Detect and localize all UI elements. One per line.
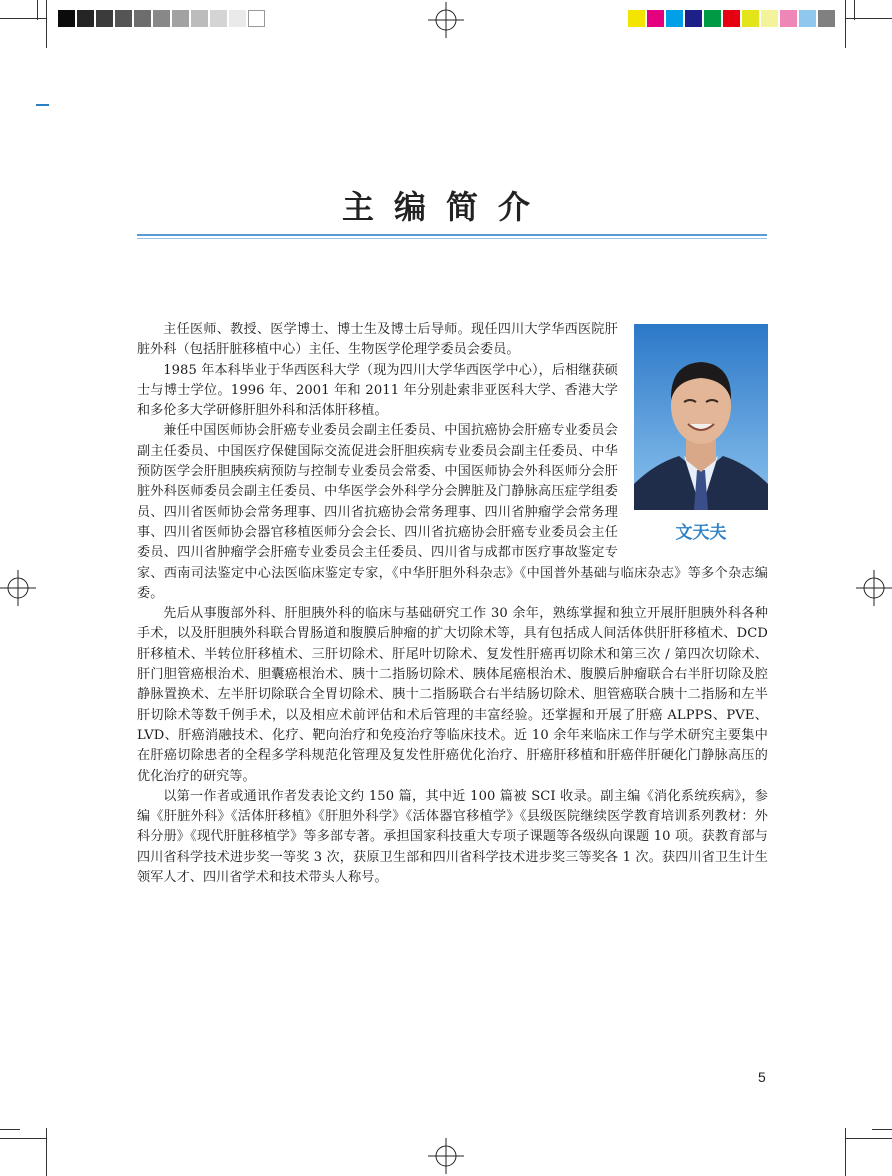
registration-mark-top	[428, 2, 464, 38]
crop-mark	[46, 0, 47, 48]
grayscale-swatch	[77, 10, 94, 27]
biography-paragraph: 1985 年本科毕业于华西医科大学（现为四川大学华西医学中心），后相继获硕士与博士学位。1996 年、2001 年和 2011 年分别赴索非亚医科大学、香港大学和多伦多大学研修肝胆外科和活体肝移植。	[137, 362, 618, 419]
color-swatch	[723, 10, 740, 27]
crop-mark	[846, 1138, 892, 1139]
grayscale-swatch	[191, 10, 208, 27]
crop-mark	[0, 1138, 46, 1139]
biography-paragraph: 以第一作者或通讯作者发表论文约 150 篇，其中近 100 篇被 SCI 收录。副主编《消化系统疾病》，参编《肝脏外科》《活体肝移植》《肝胆外科学》《活体器官移植学》《县级医院继续医学教育培训系列教材：外科分册》《现代肝脏移植学》等多部专著。承担国家科技重大专项子课题等各级纵向课题 10 项。获教育部与四川省科学技术进步奖一等奖 3 次，获原卫生部和四川省科学技术进步奖三等奖各 1 次。获四川省卫生计生领军人才、四川省学术和技术带头人称号。	[137, 788, 768, 886]
grayscale-swatch	[229, 10, 246, 27]
crop-mark	[845, 0, 846, 48]
crop-mark	[872, 1129, 892, 1130]
color-swatch	[704, 10, 721, 27]
biography-paragraph: 先后从事腹部外科、肝胆胰外科的临床与基础研究工作 30 余年，熟练掌握和独立开展肝胆胰外科各种手术，以及肝胆胰外科联合胃肠道和腹膜后肿瘤的扩大切除术等，具有包括成人间活体供肝肝移植术、DCD 肝移植术、半转位肝移植术、三肝切除术、肝尾叶切除术、复发性肝癌再切除术和第三次 / 第四次切除术、肝门胆管癌根治术、胆囊癌根治术、胰十二指肠切除术、胰体尾癌根治术、腹膜后肿瘤联合右半肝切除及腔静脉置换术、左半肝切除联合全胃切除术、胰十二指肠联合右半结肠切除术、胆管癌联合胰十二指肠和左半肝切除术等数千例手术，以及相应术前评估和术后管理的丰富经验。还掌握和开展了肝癌 ALPPS、PVE、LVD、肝癌消融技术、化疗、靶向治疗和免疫治疗等临床技术。近 10 余年来临床工作与学术研究主要集中在肝癌切除患者的全程多学科规范化管理及复发性肝癌优化治疗、肝癌肝移植和肝癌伴肝硬化门静脉高压的优化治疗的研究等。	[137, 606, 768, 784]
title-rule-thin	[137, 238, 767, 239]
color-swatch	[742, 10, 759, 27]
grayscale-swatch	[96, 10, 113, 27]
grayscale-swatch	[115, 10, 132, 27]
margin-marker	[36, 104, 49, 106]
registration-mark-left	[0, 570, 36, 606]
grayscale-swatch	[210, 10, 227, 27]
biography-text	[137, 320, 768, 888]
crop-mark	[37, 0, 38, 20]
person-name: 文天夫	[675, 523, 727, 543]
biography-paragraph: 主任医师、教授、医学博士、博士生及博士后导师。现任四川大学华西医院肝脏外科（包括肝脏移植中心）主任、生物医学伦理学委员会委员。	[137, 322, 618, 358]
crop-mark	[0, 1129, 20, 1130]
page-title: 主编简介	[341, 188, 550, 226]
biography-paragraph: 兼任中国医师协会肝癌专业委员会副主任委员、中国抗癌协会肝癌专业委员会副主任委员、中国医疗保健国际交流促进会肝胆疾病专业委员会副主任委员、中华预防医学会肝胆胰疾病预防与控制专业委员会常委、中国医师协会外科医师分会肝脏外科医师委员会副主任委员、中华医学会外科学分会脾脏及门静脉高压症学组委员、四川省医师协会常务理事、四川省抗癌协会常务理事、四川省肿瘤学会常务理事、四川省医师协会器官移植医师分会会长、四川省抗癌协会肝癌专业委员会主任委员、四川省肿瘤学会肝癌专业委员会主任委员、四川省与成都市医疗事故鉴定专家、西南司法鉴定中心法医临床鉴定专家，《中华肝胆外科杂志》《中国普外基础与临床杂志》等多个杂志编委。	[137, 423, 768, 601]
grayscale-swatch	[172, 10, 189, 27]
color-swatch	[685, 10, 702, 27]
crop-mark	[846, 18, 892, 19]
color-swatch	[666, 10, 683, 27]
crop-mark	[46, 1128, 47, 1176]
grayscale-swatch	[248, 10, 265, 27]
crop-mark	[854, 0, 855, 20]
title-rule	[137, 234, 767, 236]
color-swatch	[761, 10, 778, 27]
registration-mark-right	[856, 570, 892, 606]
color-swatch	[628, 10, 645, 27]
color-swatch	[780, 10, 797, 27]
color-swatch	[818, 10, 835, 27]
color-swatch	[799, 10, 816, 27]
color-swatch	[647, 10, 664, 27]
grayscale-swatch	[134, 10, 151, 27]
registration-mark-bottom	[428, 1138, 464, 1174]
crop-mark	[0, 18, 46, 19]
page-number: 5	[758, 1069, 766, 1085]
crop-mark	[845, 1128, 846, 1176]
grayscale-swatch	[153, 10, 170, 27]
grayscale-swatch	[58, 10, 75, 27]
